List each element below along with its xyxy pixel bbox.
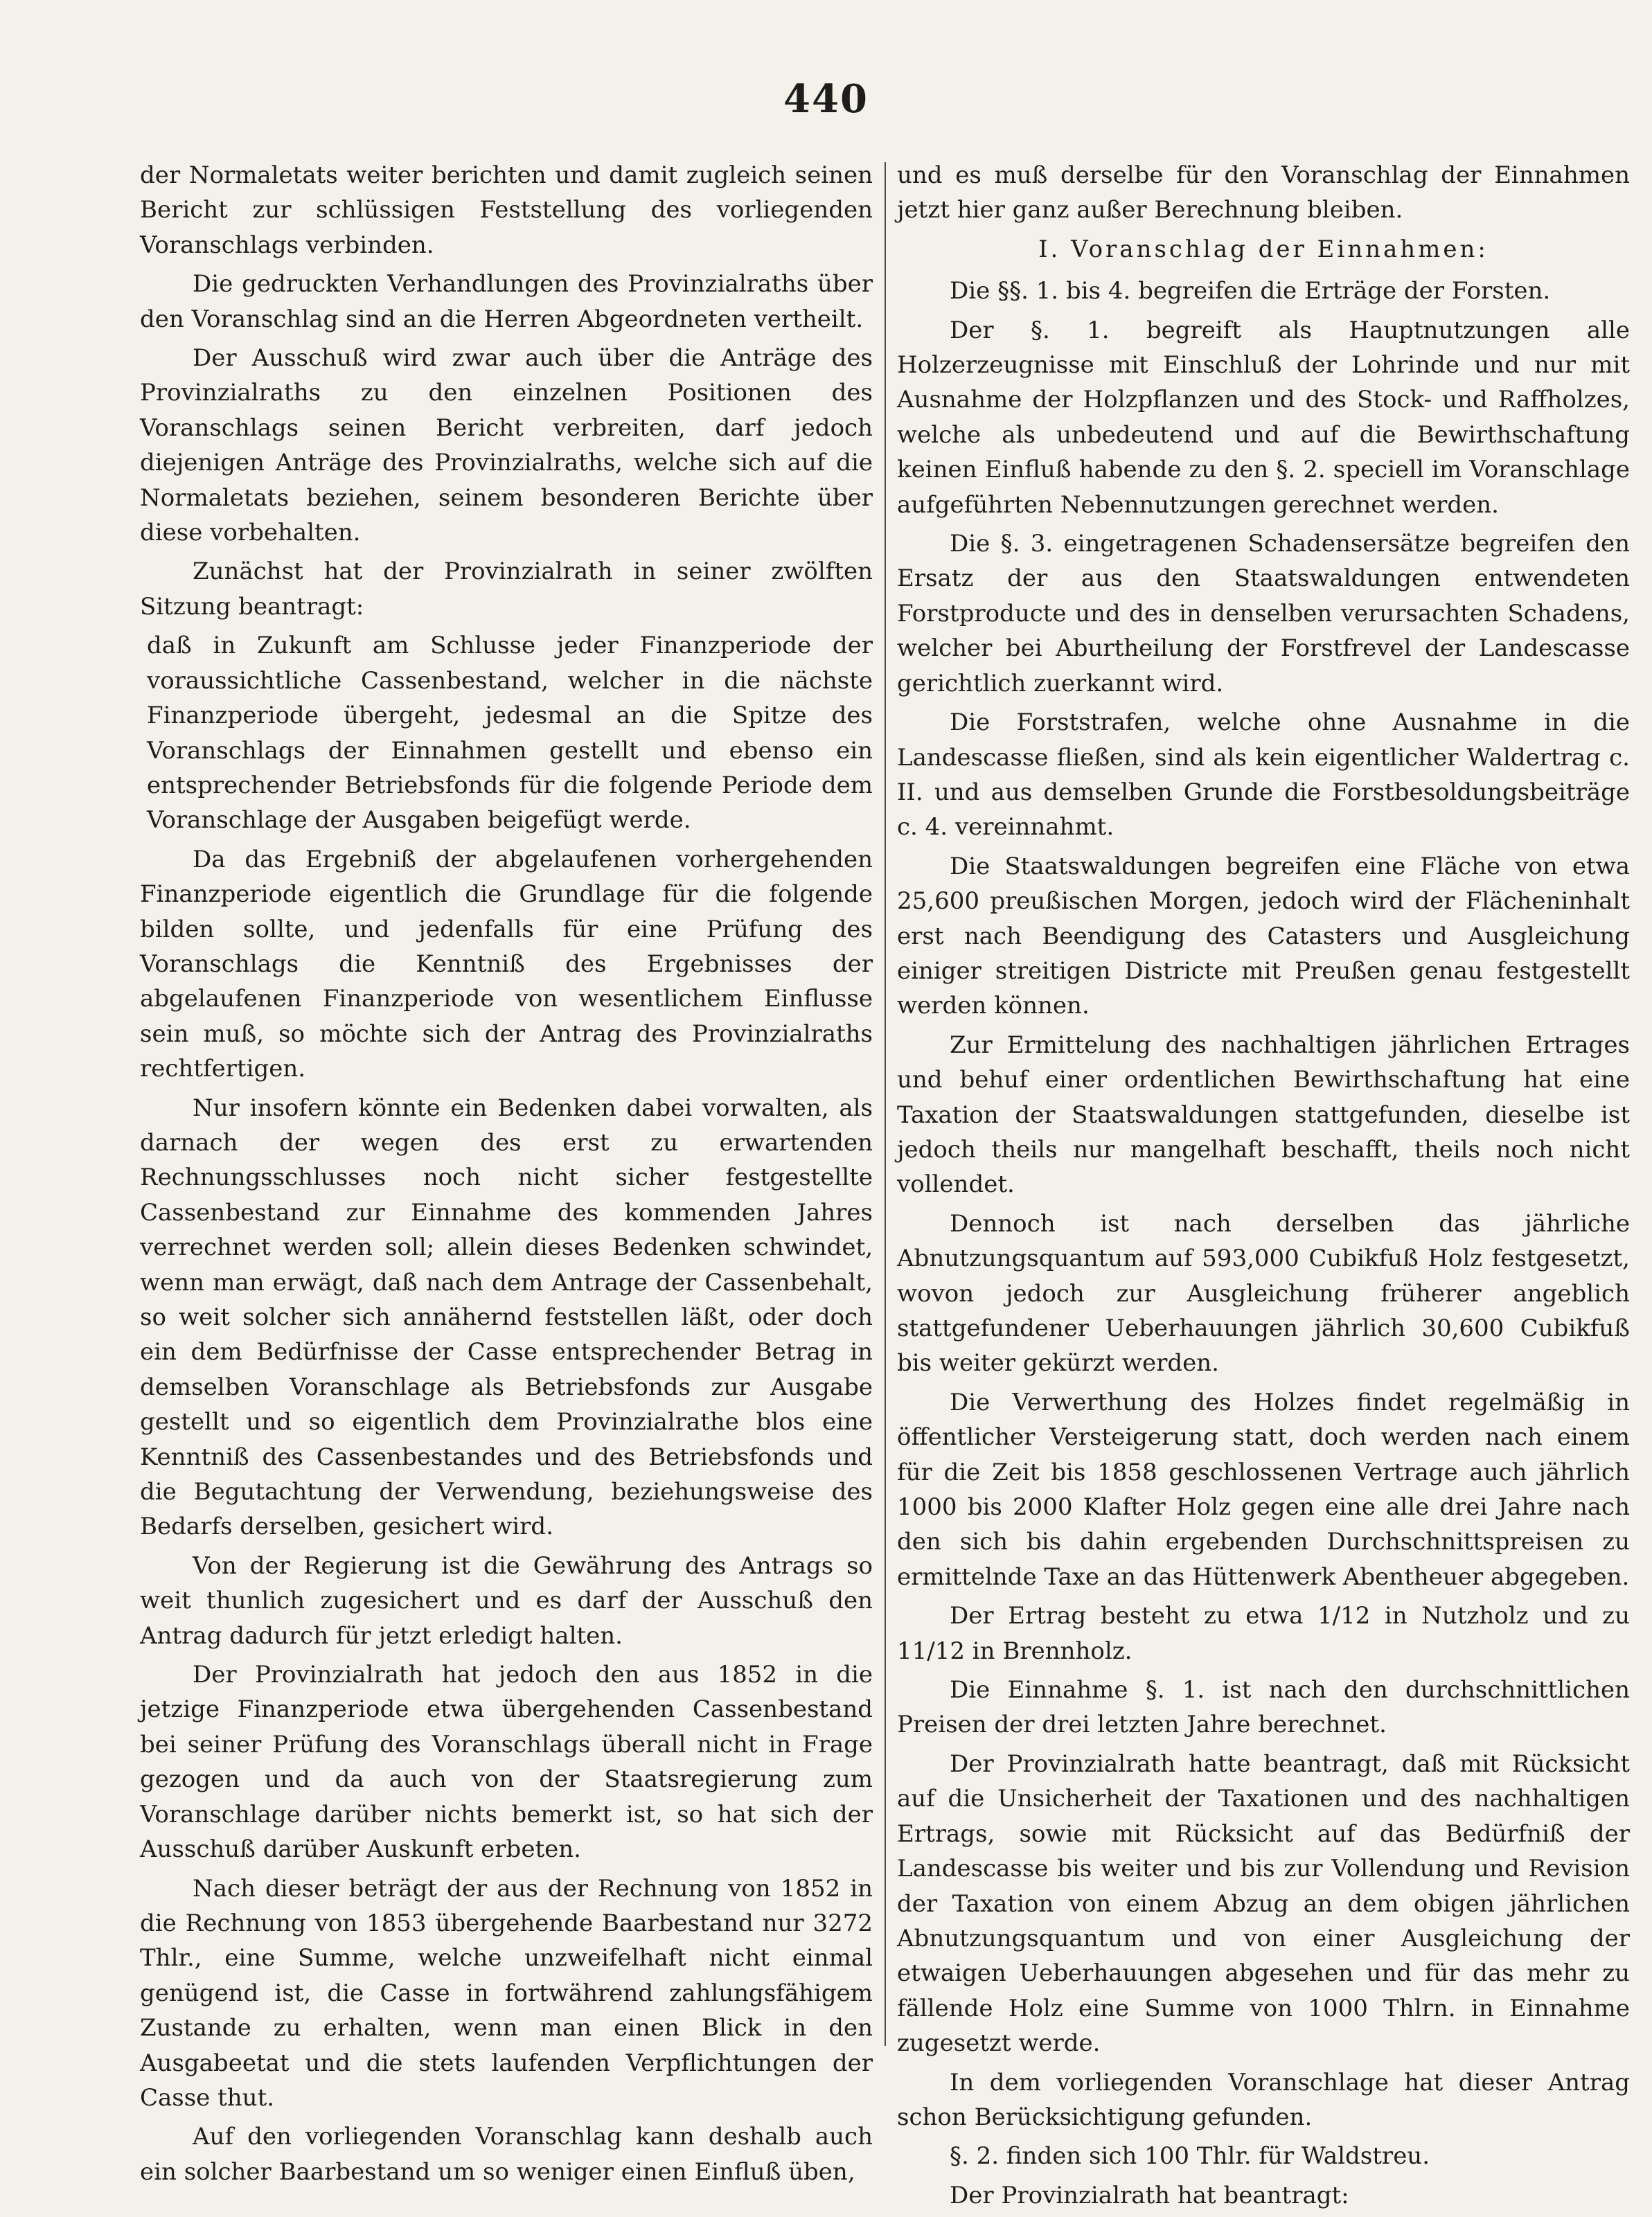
paragraph: Die Forststrafen, welche ohne Ausnahme in die Landescasse fließen, sind als kein eigentlicher Waldertrag c. II. und aus demselben Grunde die Forstbesoldungsbeiträge c. 4. vereinnahmt. <box>897 709 1630 842</box>
right-column <box>897 158 1630 2217</box>
paragraph: Die §§. 1. bis 4. begreifen die Erträge der Forsten. <box>950 277 1551 305</box>
paragraph: Der Ertrag besteht zu etwa 1/12 in Nutzholz und zu 11/12 in Brennholz. <box>897 1602 1630 1665</box>
section-heading: I. Voranschlag der Einnahmen: <box>1038 235 1489 263</box>
paragraph: Zunächst hat der Provinzialrath in seiner zwölften Sitzung beantragt: <box>140 558 873 621</box>
paragraph: Die Staatswaldungen begreifen eine Fläche von etwa 25,600 preußischen Morgen, jedoch wird der Flächeninhalt erst nach Beendigung des Catasters und Ausgleichung einiger streitigen Districte mit Preußen genau festgestellt werden können. <box>897 852 1630 1020</box>
paragraph: Dennoch ist nach derselben das jährliche Abnutzungsquantum auf 593,000 Cubikfuß Holz festgesetzt, wovon jedoch zur Ausgleichung früherer angeblich stattgefundener Ueberhauungen jährlich 30,600 Cubikfuß bis weiter gekürzt werden. <box>897 1209 1630 1378</box>
paragraph: Die §. 3. eingetragenen Schadensersätze begreifen den Ersatz der aus den Staatswaldungen entwendeten Forstproducte und des in denselben verursachten Schadens, welcher bei Aburtheilung der Forstfrevel der Landescasse gerichtlich zuerkannt wird. <box>897 530 1630 697</box>
paragraph: Auf den vorliegenden Voranschlag kann deshalb auch ein solcher Baarbestand um so weniger einen Einfluß üben, <box>140 2123 873 2186</box>
paragraph: In dem vorliegenden Voranschlage hat dieser Antrag schon Berücksichtigung gefunden. <box>897 2068 1630 2131</box>
paragraph: und es muß derselbe für den Voranschlag der Einnahmen jetzt hier ganz außer Berechnung bleiben. <box>897 161 1630 224</box>
paragraph: Die Verwerthung des Holzes findet regelmäßig in öffentlicher Versteigerung statt, doch werden nach einem für die Zeit bis 1858 geschlossenen Vertrage auch jährlich 1000 bis 2000 Klafter Holz gegen eine alle drei Jahre nach den sich bis dahin ergebenden Durchschnittspreisen zu ermittelnde Taxe an das Hüttenwerk Abentheuer abgegeben. <box>897 1388 1630 1591</box>
paragraph: Der Ausschuß wird zwar auch über die Anträge des Provinzialraths zu den einzelnen Positionen des Voranschlags seinen Bericht verbreiten, darf jedoch diejenigen Anträge des Provinzialraths, welche sich auf die Normaletats beziehen, seinem besonderen Berichte über diese vorbehalten. <box>140 344 873 547</box>
paragraph: daß in Zukunft am Schlusse jeder Finanzperiode der voraussichtliche Cassenbestand, welcher in die nächste Finanzperiode übergeht, jedesmal an die Spitze des Voranschlags der Einnahmen gestellt und ebenso ein entsprechender Betriebsfonds für die folgende Periode dem Voranschlage der Ausgaben beigefügt werde. <box>147 632 873 835</box>
paragraph: Der Provinzialrath hat beantragt: <box>950 2181 1349 2209</box>
paragraph: Die gedruckten Verhandlungen des Provinzialraths über den Voranschlag sind an die Herren Abgeordneten vertheilt. <box>140 270 873 333</box>
paragraph: Nach dieser beträgt der aus der Rechnung von 1852 in die Rechnung von 1853 übergehende Baarbestand nur 3272 Thlr., eine Summe, welche unzweifelhaft nicht einmal genügend ist, die Casse in fortwährend zahlungsfähigem Zustande zu erhalten, wenn man einen Blick in den Ausgabeetat und die stets laufenden Verpflichtungen der Casse thut. <box>140 1874 873 2112</box>
page-number: 440 <box>783 76 869 122</box>
paragraph: Die Einnahme §. 1. ist nach den durchschnittlichen Preisen der drei letzten Jahre berechnet. <box>897 1676 1630 1739</box>
paragraph: Nur insofern könnte ein Bedenken dabei vorwalten, als darnach der wegen des erst zu erwartenden Rechnungsschlusses noch nicht sicher festgestellte Cassenbestand zur Einnahme des kommenden Jahres verrechnet werden soll; allein dieses Bedenken schwindet, wenn man erwägt, daß nach dem Antrage der Cassenbehalt, so weit solcher sich annähernd feststellen läßt, oder doch ein dem Bedürfnisse der Casse entsprechender Betrag in demselben Voranschlage als Betriebsfonds zur Ausgabe gestellt und so eigentlich dem Provinzialrathe blos eine Kenntniß des Cassenbestandes und des Betriebsfonds und die Begutachtung der Verwendung, beziehungsweise des Bedarfs derselben, gesichert wird. <box>140 1094 873 1541</box>
paragraph: Der §. 1. begreift als Hauptnutzungen alle Holzerzeugnisse mit Einschluß der Lohrinde und nur mit Ausnahme der Holzpflanzen und des Stock- und Raffholzes, welche als unbedeutend und auf die Bewirthschaftung keinen Einfluß habende zu den §. 2. speciell im Voranschlage aufgeführten Nebennutzungen gerechnet werden. <box>897 316 1630 519</box>
paragraph: Von der Regierung ist die Gewährung des Antrags so weit thunlich zugesichert und es darf der Ausschuß den Antrag dadurch für jetzt erledigt halten. <box>140 1551 873 1650</box>
paragraph: §. 2. finden sich 100 Thlr. für Waldstreu. <box>950 2142 1430 2171</box>
paragraph: Da das Ergebniß der abgelaufenen vorhergehenden Finanzperiode eigentlich die Grundlage für die folgende bilden sollte, und jedenfalls für eine Prüfung des Voranschlags die Kenntniß des Ergebnisses der abgelaufenen Finanzperiode von wesentlichem Einflusse sein muß, so möchte sich der Antrag des Provinzialraths rechtfertigen. <box>140 845 873 1083</box>
paragraph: Der Provinzialrath hatte beantragt, daß mit Rücksicht auf die Unsicherheit der Taxationen und des nachhaltigen Ertrags, sowie mit Rücksicht auf das Bedürfniß der Landescasse bis weiter und bis zur Vollendung und Revision der Taxation von einem Abzug an dem obigen jährlichen Abnutzungsquantum und von einer Ausgleichung der etwaigen Ueberhauungen abgesehen und für das mehr zu fällende Holz eine Summe von 1000 Thlrn. in Einnahme zugesetzt werde. <box>897 1749 1630 2058</box>
paragraph: der Normaletats weiter berichten und damit zugleich seinen Bericht zur schlüssigen Feststellung des vorliegenden Voranschlags verbinden. <box>140 161 873 259</box>
column-divider <box>885 162 886 2046</box>
paragraph: Der Provinzialrath hat jedoch den aus 1852 in die jetzige Finanzperiode etwa übergehenden Cassenbestand bei seiner Prüfung des Voranschlags überall nicht in Frage gezogen und da auch von der Staatsregierung zum Voranschlage darüber nichts bemerkt ist, so hat sich der Ausschuß darüber Auskunft erbeten. <box>140 1661 873 1864</box>
paragraph: Zur Ermittelung des nachhaltigen jährlichen Ertrages und behuf einer ordentlichen Bewirthschaftung hat eine Taxation der Staatswaldungen stattgefunden, dieselbe ist jedoch theils nur mangelhaft beschafft, theils noch nicht vollendet. <box>897 1031 1630 1199</box>
left-column <box>140 158 873 2193</box>
